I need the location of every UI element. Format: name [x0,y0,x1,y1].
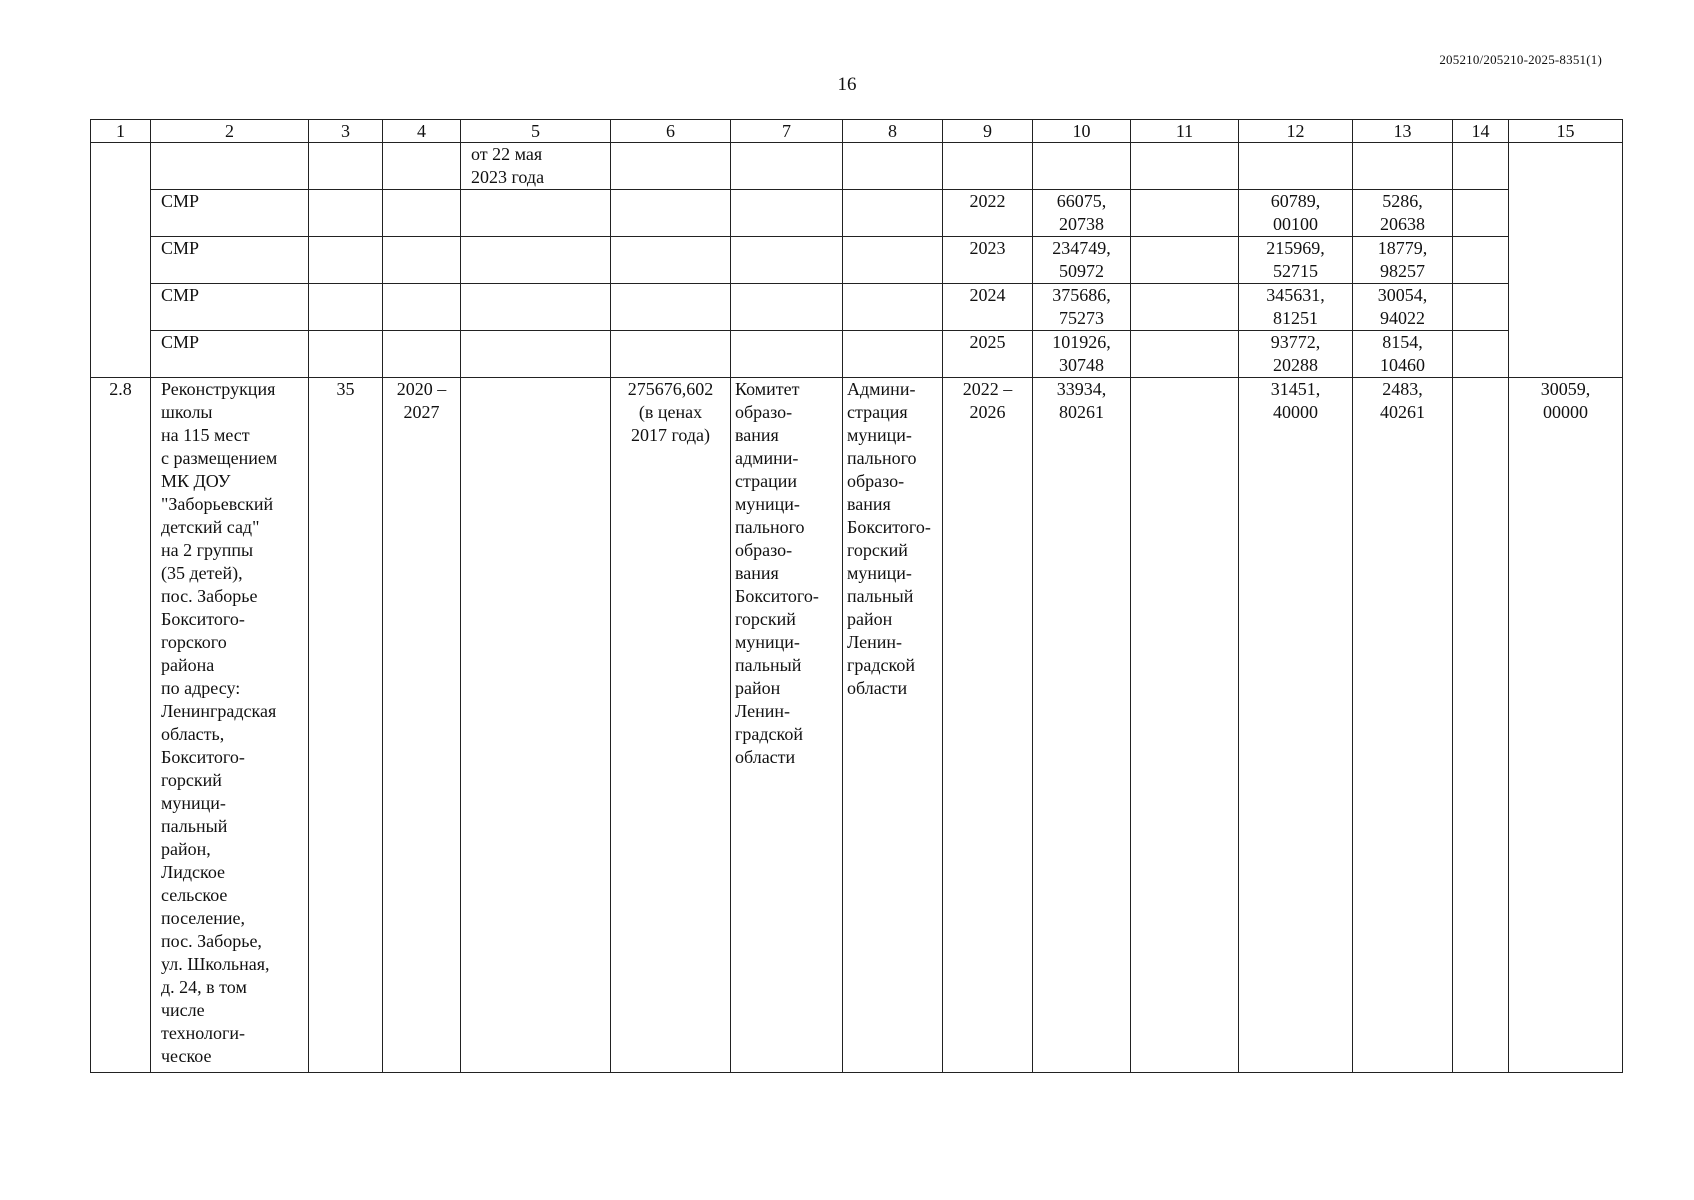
item-number-cell: 2.8 [91,378,151,1073]
table-cell [1453,190,1509,237]
table-row-smr [91,190,1623,237]
column-number: 4 [383,120,461,143]
column-number: 6 [611,120,731,143]
table-row-2-8 [91,378,1623,1073]
smr-label: СМР [151,237,309,284]
table-cell [843,237,943,284]
customer-cell: Комитет образо- вания админи- страции муници- пального образо- вания Бокситого- горский муници- пальный район Ленин- градской области [731,378,843,1073]
amount-col12-cell: 60789, 00100 [1239,190,1353,237]
table-cell [461,331,611,378]
table-cell [151,143,309,190]
table-cell [611,190,731,237]
table-row-smr [91,237,1623,284]
table-cell [1131,237,1239,284]
table-row-smr [91,331,1623,378]
table-row-continued [91,143,1623,190]
document-id: 205210/205210-2025-8351(1) [1439,52,1602,67]
table-cell [383,237,461,284]
column-number: 14 [1453,120,1509,143]
table-cell [1453,284,1509,331]
table-cell [731,284,843,331]
table-cell [843,331,943,378]
table-cell [843,190,943,237]
table-cell [383,143,461,190]
table-cell [383,190,461,237]
table-cell [731,331,843,378]
amount-col13-cell: 18779, 98257 [1353,237,1453,284]
column-number: 2 [151,120,309,143]
amount-col13-cell: 2483, 40261 [1353,378,1453,1073]
table-cell [1453,378,1509,1073]
total-amount-cell: 375686, 75273 [1033,284,1131,331]
table-cell [611,237,731,284]
column-number: 8 [843,120,943,143]
amount-col12-cell: 93772, 20288 [1239,331,1353,378]
estimated-cost-cell: 275676,602 (в ценах 2017 года) [611,378,731,1073]
table-cell [461,284,611,331]
period-cell: 2020 – 2027 [383,378,461,1073]
table-cell [461,237,611,284]
table-cell [731,143,843,190]
approval-date-cell: от 22 мая 2023 года [461,143,611,190]
table-cell [611,143,731,190]
data-table [90,119,1623,1073]
column-number: 13 [1353,120,1453,143]
column-number: 11 [1131,120,1239,143]
year-range-cell: 2022 – 2026 [943,378,1033,1073]
column-number: 9 [943,120,1033,143]
table-cell [91,143,151,378]
table-cell [1131,378,1239,1073]
total-amount-cell: 234749, 50972 [1033,237,1131,284]
table-cell [1131,190,1239,237]
table-row-smr [91,284,1623,331]
year-cell: 2024 [943,284,1033,331]
table-cell [309,331,383,378]
amount-col12-cell: 345631, 81251 [1239,284,1353,331]
object-description-cell: Реконструкция школы на 115 мест с размещением МК ДОУ "Заборьевский детский сад" на 2 группы (35 детей), пос. Заборье Бокситого- горского района по адресу: Ленинградская область, Бокситого- горский муници- пальный район, Лидское сельское поселение, пос. Заборье, ул. Школьная, д. 24, в том числе технологи- ческое [151,378,309,1073]
table-cell [309,190,383,237]
capacity-cell: 35 [309,378,383,1073]
table-cell [383,284,461,331]
amount-col13-cell: 5286, 20638 [1353,190,1453,237]
column-number: 15 [1509,120,1623,143]
table-cell [461,378,611,1073]
year-cell: 2022 [943,190,1033,237]
table-cell [843,143,943,190]
column-number-row [91,120,1623,143]
table-cell [1453,331,1509,378]
amount-col13-cell: 30054, 94022 [1353,284,1453,331]
table-cell [1131,143,1239,190]
table-cell [1033,143,1131,190]
table-cell [1453,237,1509,284]
table-cell [731,237,843,284]
table-cell [1239,143,1353,190]
year-cell: 2025 [943,331,1033,378]
smr-label: СМР [151,190,309,237]
table-cell [843,284,943,331]
smr-label: СМР [151,331,309,378]
table-cell [1353,143,1453,190]
table-cell [461,190,611,237]
table-cell [309,143,383,190]
table-cell [1509,143,1623,378]
table-cell [309,237,383,284]
column-number: 1 [91,120,151,143]
amount-col12-cell: 215969, 52715 [1239,237,1353,284]
column-number: 10 [1033,120,1131,143]
table-cell [1453,143,1509,190]
table-cell [383,331,461,378]
column-number: 5 [461,120,611,143]
smr-label: СМР [151,284,309,331]
page-number: 16 [837,74,857,95]
table-cell [943,143,1033,190]
total-amount-cell: 66075, 20738 [1033,190,1131,237]
table-cell [1131,331,1239,378]
table-cell [611,284,731,331]
column-number: 3 [309,120,383,143]
table-cell [1131,284,1239,331]
total-amount-cell: 101926, 30748 [1033,331,1131,378]
amount-col13-cell: 8154, 10460 [1353,331,1453,378]
table-cell [731,190,843,237]
total-amount-cell: 33934, 80261 [1033,378,1131,1073]
column-number: 12 [1239,120,1353,143]
table-cell [309,284,383,331]
year-cell: 2023 [943,237,1033,284]
table-cell [611,331,731,378]
column-number: 7 [731,120,843,143]
amount-col12-cell: 31451, 40000 [1239,378,1353,1073]
developer-cell: Админи- страция муници- пального образо- вания Бокситого- горский муници- пальный район Ленин- градской области [843,378,943,1073]
amount-col15-cell: 30059, 00000 [1509,378,1623,1073]
